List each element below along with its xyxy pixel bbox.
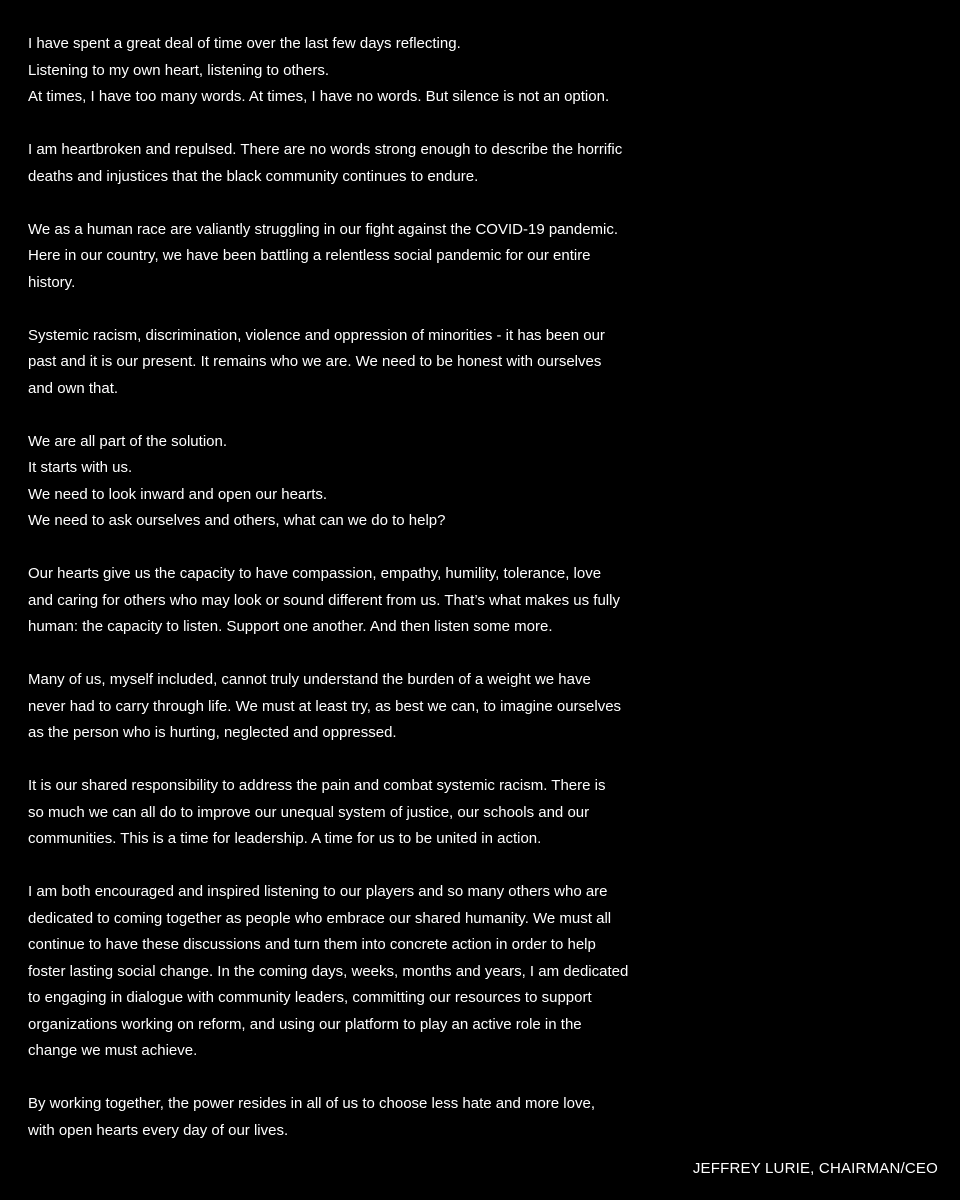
text-line: and own that. — [28, 379, 119, 397]
text-line: as the person who is hurting, neglected and oppressed. — [28, 724, 397, 741]
text-line: Here in our country, we have been battling a relentless social pandemic for our entire — [28, 247, 591, 264]
text-line: We as a human race are valiantly struggling in our fight against the COVID-19 pandemic. — [28, 220, 619, 238]
text-line: dedicated to coming together as people who embrace our shared humanity. We must all — [28, 909, 612, 927]
text-line: By working together, the power resides in all of us to choose less hate and more love, — [28, 1095, 595, 1112]
paragraph-8 — [28, 773, 943, 853]
text-line: At times, I have too many words. At times, I have no words. But silence is not an option. — [28, 88, 610, 105]
text-line: organizations working on reform, and using our platform to play an active role in the — [28, 1015, 582, 1033]
text-line: Many of us, myself included, cannot truly understand the burden of a weight we have — [28, 671, 591, 688]
paragraph-4 — [28, 323, 943, 403]
text-line: history. — [28, 273, 76, 291]
paragraph-6 — [28, 561, 943, 641]
text-line: I am heartbroken and repulsed. There are no words strong enough to describe the horrific — [28, 141, 623, 158]
paragraph-5 — [28, 429, 943, 535]
paragraph-1 — [28, 31, 943, 111]
paragraph-7 — [28, 667, 943, 747]
text-line: continue to have these discussions and turn them into concrete action in order to help — [28, 936, 596, 953]
text-line: deaths and injustices that the black community continues to endure. — [28, 167, 479, 185]
text-line: change we must achieve. — [28, 1042, 198, 1059]
text-line: It is our shared responsibility to address the pain and combat systemic racism. There is — [28, 777, 606, 794]
text-line: with open hearts every day of our lives. — [28, 1121, 289, 1139]
text-line: past and it is our present. It remains who we are. We need to be honest with ourselves — [28, 353, 602, 370]
signature: JEFFREY LURIE, CHAIRMAN/CEO — [692, 1160, 938, 1177]
text-line: so much we can all do to improve our unequal system of justice, our schools and our — [28, 803, 590, 821]
paragraph-3 — [28, 217, 943, 297]
text-line: It starts with us. — [28, 459, 133, 476]
text-line: I have spent a great deal of time over the last few days reflecting. — [28, 35, 461, 52]
statement-body — [28, 31, 943, 1171]
text-line: and caring for others who may look or sound different from us. That’s what makes us fully — [28, 591, 620, 609]
paragraph-9 — [28, 879, 943, 1065]
text-line: Systemic racism, discrimination, violence and oppression of minorities - it has been our — [28, 326, 605, 344]
text-line: to engaging in dialogue with community leaders, committing our resources to support — [28, 989, 592, 1006]
text-line: We need to ask ourselves and others, what can we do to help? — [28, 512, 446, 529]
text-line: communities. This is a time for leadership. A time for us to be united in action. — [28, 830, 542, 847]
text-line: We are all part of the solution. — [28, 432, 227, 450]
text-line: never had to carry through life. We must at least try, as best we can, to imagine ourselves — [28, 697, 622, 715]
paragraph-10 — [28, 1091, 943, 1144]
text-line: foster lasting social change. In the coming days, weeks, months and years, I am dedicated — [28, 962, 629, 980]
text-line: Our hearts give us the capacity to have compassion, empathy, humility, tolerance, love — [28, 565, 602, 582]
paragraph-2 — [28, 137, 943, 190]
text-line: I am both encouraged and inspired listening to our players and so many others who are — [28, 883, 608, 900]
text-line: Listening to my own heart, listening to others. — [28, 61, 329, 79]
text-line: human: the capacity to listen. Support one another. And then listen some more. — [28, 618, 553, 635]
text-line: We need to look inward and open our hearts. — [28, 485, 328, 503]
